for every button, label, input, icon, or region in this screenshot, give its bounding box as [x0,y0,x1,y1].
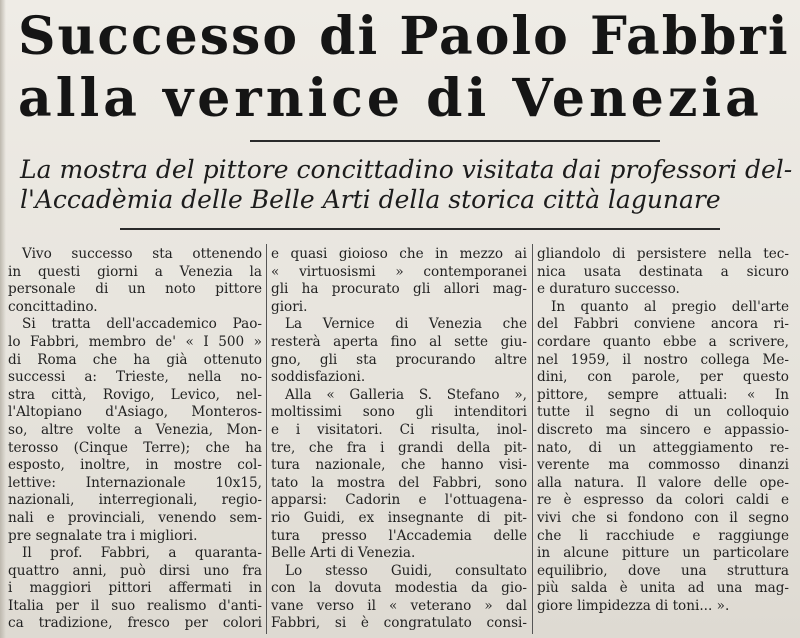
article-column-3 [537,246,789,615]
article-text-line: apparsi: Cadorin e l'ottuagena- [271,492,527,509]
headline [18,6,788,130]
headline-rule [250,140,660,142]
article-text-line: discreto ma sincero e appassio- [537,421,789,438]
article-text-line: gno, gli sta procurando altre [271,351,527,368]
article-text-line: quattro anni, può dirsi uno fra [8,562,262,579]
article-text-line: tutte il segno di un colloquio [537,404,789,421]
article-text-line: cordare quanto ebbe a scrivere, [537,333,789,350]
headline-line-1: Successo di Paolo Fabbri [18,6,790,67]
article-text-line: dini, con parole, per questo [537,369,789,386]
article-text-line: rio Guidi, ex insegnante di pit- [271,509,527,526]
subheadline-rule [120,228,720,230]
article-text-line: La Vernice di Venezia che [285,316,527,333]
column-divider [532,244,533,634]
article-text-line: in alcune pitture un particolare [537,545,789,562]
article-text-line: tato la mostra del Fabbri, sono [271,474,527,491]
article-text-line: Italia per il suo realismo d'anti- [8,597,262,614]
article-text-line: re è espresso da colori caldi e [537,492,789,509]
article-text-line: resterà aperta fino al sette giu- [271,333,527,350]
subheadline-line-1: La mostra del pittore concittadino visitata dai professori del- [20,155,793,184]
article-text-line: gliandolo di persistere nella tec- [537,246,789,262]
article-text-line: moltissimi sono gli intenditori [271,404,527,421]
article-text-line: verente ma commosso dinanzi [537,457,789,474]
article-text-line: e duraturo successo. [537,281,680,298]
article-text-line: « virtuosismi » contemporanei [271,263,527,280]
article-text-line: Belle Arti di Venezia. [271,545,416,562]
column-divider [266,244,267,634]
article-text-line: equilibrio, dove una struttura [537,562,789,579]
article-column-1 [8,246,262,633]
article-text-line: soddisfazioni. [271,369,366,386]
article-text-line: l'Altopiano d'Asiago, Monteros- [8,404,262,421]
article-text-line: del Fabbri conviene ancora ri- [537,316,789,333]
paper-edge-shadow [0,0,6,638]
article-text-line: successi a: Trieste, nella no- [8,369,262,386]
headline-line-2: alla vernice di Venezia [18,68,763,129]
article-text-line: esposto, inoltre, in mostre col- [8,457,262,474]
subheadline [20,155,793,215]
article-text-line: terosso (Cinque Terre); che ha [8,439,262,456]
article-text-line: pittore, sempre attuali: « In [537,386,789,403]
article-text-line: tura nazionale, che hanno visi- [271,457,527,474]
article-text-line: e i visitatori. Ci risulta, inol- [271,421,527,438]
article-text-line: concittadino. [8,298,98,315]
article-text-line: vane verso il « veterano » dal [271,597,527,614]
article-text-line: nazionali, interregionali, regio- [8,492,262,509]
article-text-line: Lo stesso Guidi, consultato [285,562,527,579]
article-text-line: di Roma che ha già ottenuto [8,351,262,368]
article-text-line: giore limpidezza di toni... ». [537,597,730,614]
article-text-line: lettive: Internazionale 10x15, [8,474,262,491]
article-text-line: i maggiori pittori affermati in [8,580,262,597]
article-text-line: stra città, Rovigo, Levico, nel- [8,386,262,403]
article-text-line: alla natura. Il valore delle ope- [537,474,789,491]
article-text-line: tura presso l'Accademia delle [271,527,527,544]
article-text-line: giori. [271,298,308,315]
article-text-line: nali e provinciali, venendo sem- [8,509,262,526]
article-text-line: nel 1959, il nostro collega Me- [537,351,789,368]
article-text-line: più salda è unita ad una mag- [537,580,789,597]
article-text-line: ca tradizione, fresco per colori [8,615,262,632]
article-text-line: nica usata destinata a sicuro [537,263,789,280]
article-text-line: nato, di un atteggiamento re- [537,439,789,456]
article-text-line: Alla « Galleria S. Stefano », [285,386,527,403]
article-text-line: e quasi gioioso che in mezzo ai [271,246,527,262]
article-text-line: in questi giorni a Venezia la [8,263,262,280]
article-text-line: con la dovuta modestia da gio- [271,580,527,597]
article-text-line: Vivo successo sta ottenendo [22,246,262,262]
article-text-line: lo Fabbri, membro de' « I 500 » [8,333,262,350]
article-text-line: Fabbri, si è congratulato consi- [271,615,527,632]
article-text-line: In quanto al pregio dell'arte [551,298,789,315]
article-text-line: Si tratta dell'accademico Pao- [22,316,262,333]
article-text-line: Il prof. Fabbri, a quaranta- [22,545,262,562]
article-text-line: personale di un noto pittore [8,281,262,298]
article-text-line: pre segnalate tra i migliori. [8,527,198,544]
article-text-line: so, altre volte a Venezia, Mon- [8,421,262,438]
article-text-line: vivi che si fondono con il segno [537,509,789,526]
article-text-line: tre, che fra i grandi della pit- [271,439,527,456]
subheadline-line-2: l'Accadèmia delle Belle Arti della storica città lagunare [20,185,721,214]
article-text-line: che li racchiude e raggiunge [537,527,789,544]
article-text-line: gli ha procurato gli allori mag- [271,281,527,298]
article-column-2 [271,246,527,633]
